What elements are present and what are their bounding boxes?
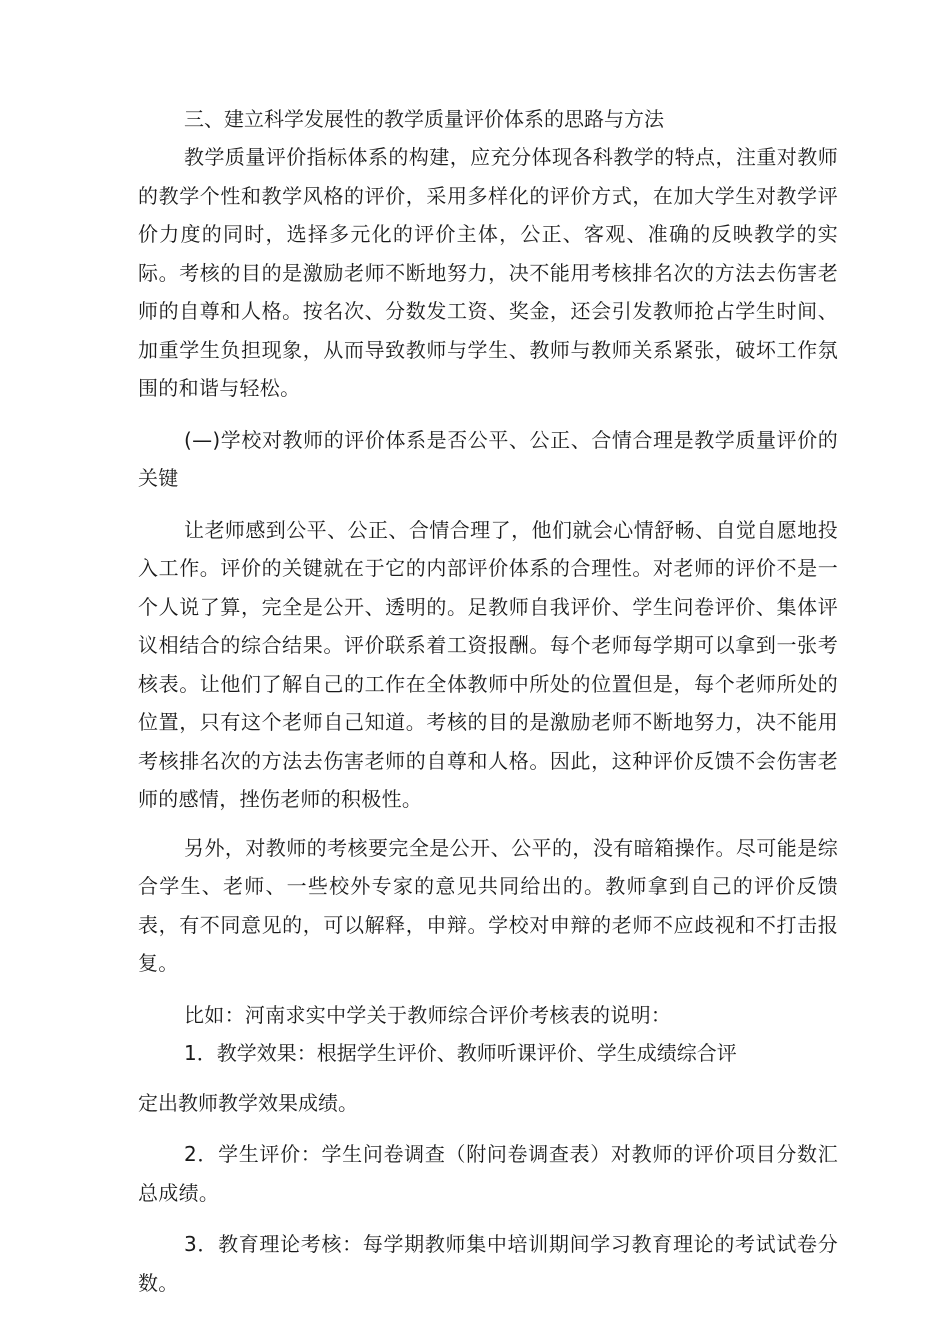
document-page: [138, 100, 838, 1302]
list-item-theory-exam: 3．教育理论考核：每学期教师集中培训期间学习教育理论的考试试卷分数。: [138, 1232, 838, 1295]
list-item-teaching-effect: 1．教学效果：根据学生评价、教师听课评价、学生成绩综合评: [184, 1041, 737, 1065]
subheading-fairness: (—)学校对教师的评价体系是否公平、公正、合情合理是教学质量评价的关键: [138, 427, 838, 490]
paragraph-fair-evaluation: 让老师感到公平、公正、合情合理了，他们就会心情舒畅、自觉自愿地投入工作。评价的关键就在于它的内部评价体系的合理性。对老师的评价不是一个人说了算，完全是公开、透明的。足教师自我评价、学生问卷评价、集体评议相结合的综合结果。评价联系着工资报酬。每个老师每学期可以拿到一张考核表。让他们了解自己的工作在全体教师中所处的位置但是，每个老师所处的位置，只有这个老师自己知道。考核的目的是激励老师不断地努力，决不能用考核排名次的方法去伤害老师的自尊和人格。因此，这种评价反馈不会伤害老师的感情，挫伤老师的积极性。: [138, 517, 838, 811]
paragraph-open-assessment: 另外，对教师的考核要完全是公开、公平的，没有暗箱操作。尽可能是综合学生、老师、一些校外专家的意见共同给出的。教师拿到自己的评价反馈表，有不同意见的，可以解释，申辩。学校对申辩的老师不应歧视和不打击报复。: [138, 835, 838, 975]
list-item-teaching-effect-cont: 定出教师教学效果成绩。: [138, 1091, 358, 1115]
section-title: 三、建立科学发展性的教学质量评价体系的思路与方法: [184, 107, 664, 131]
list-item-student-evaluation: 2．学生评价：学生问卷调查（附问卷调查表）对教师的评价项目分数汇总成绩。: [138, 1142, 838, 1205]
paragraph-example-intro: 比如：河南求实中学关于教师综合评价考核表的说明：: [184, 1002, 672, 1027]
paragraph-evaluation-system: 教学质量评价指标体系的构建，应充分体现各科教学的特点，注重对教师的教学个性和教学风格的评价，采用多样化的评价方式，在加大学生对教学评价力度的同时，选择多元化的评价主体，公正、客观、准确的反映教学的实际。考核的目的是激励老师不断地努力，决不能用考核排名次的方法去伤害老师的自尊和人格。按名次、分数发工资、奖金，还会引发教师抢占学生时间、加重学生负担现象，从而导致教师与学生、教师与教师关系紧张，破坏工作氛围的和谐与轻松。: [138, 145, 838, 400]
